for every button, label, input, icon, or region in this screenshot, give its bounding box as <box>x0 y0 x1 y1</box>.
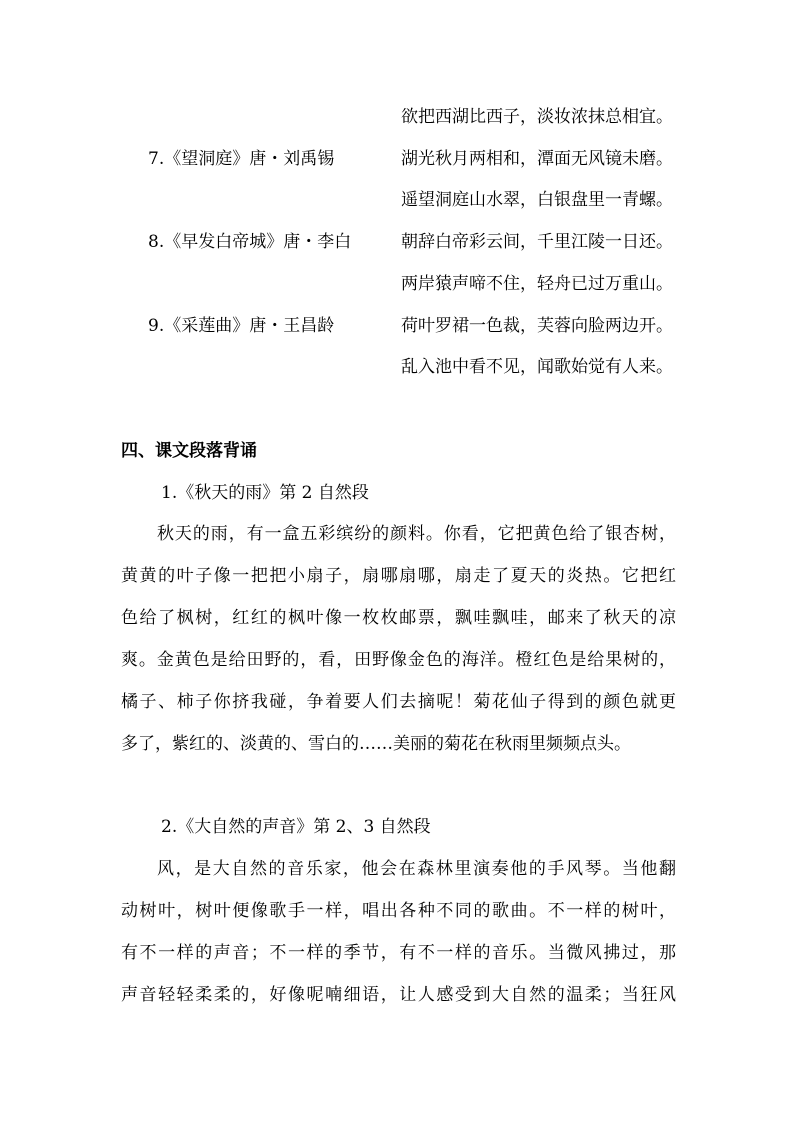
poem-line: 湖光秋月两相和，潭面无风镜未磨。 <box>401 149 673 169</box>
passage-line: 橘子、柿子你挤我碰，争着要人们去摘呢！菊花仙子得到的颜色就更 <box>121 692 676 712</box>
passage-title-qiutiandeyu: 1.《秋天的雨》第 2 自然段 <box>161 483 369 503</box>
passage-line: 动树叶，树叶便像歌手一样，唱出各种不同的歌曲。不一样的树叶， <box>121 901 676 921</box>
passage-line: 多了，紫红的、淡黄的、雪白的……美丽的菊花在秋雨里频频点头。 <box>121 734 631 754</box>
passage-title-daziranshengyin: 2.《大自然的声音》第 2、3 自然段 <box>161 817 431 837</box>
passage-line: 风，是大自然的音乐家，他会在森林里演奏他的手风琴。当他翻 <box>157 859 676 879</box>
poem-line: 朝辞白帝彩云间，千里江陵一日还。 <box>401 232 673 252</box>
passage-line: 有不一样的声音；不一样的季节，有不一样的音乐。当微风拂过，那 <box>121 943 676 963</box>
poem-line: 荷叶罗裙一色裁，芙蓉向脸两边开。 <box>401 316 673 336</box>
poem-title-wangdongting: 7.《望洞庭》唐・刘禹锡 <box>148 149 335 169</box>
passage-line: 声音轻轻柔柔的，好像呢喃细语，让人感受到大自然的温柔；当狂风 <box>121 985 676 1005</box>
poem-line: 两岸猿声啼不住，轻舟已过万重山。 <box>401 274 673 294</box>
poem-line: 遥望洞庭山水翠，白银盘里一青螺。 <box>401 190 673 210</box>
section-heading: 四、课文段落背诵 <box>121 441 257 461</box>
poem-title-zaofabaidicheng: 8.《早发白帝城》唐・李白 <box>148 232 352 252</box>
poem-line: 欲把西湖比西子，淡妆浓抹总相宜。 <box>401 107 673 127</box>
poem-title-cailianqu: 9.《采莲曲》唐・王昌龄 <box>148 316 335 336</box>
passage-line: 爽。金黄色是给田野的，看，田野像金色的海洋。橙红色是给果树的， <box>121 650 676 670</box>
poem-line: 乱入池中看不见，闻歌始觉有人来。 <box>401 357 673 377</box>
passage-line: 色给了枫树，红红的枫叶像一枚枚邮票，飘哇飘哇，邮来了秋天的凉 <box>121 608 676 628</box>
passage-line: 黄黄的叶子像一把把小扇子，扇哪扇哪，扇走了夏天的炎热。它把红 <box>121 566 676 586</box>
passage-line: 秋天的雨，有一盒五彩缤纷的颜料。你看，它把黄色给了银杏树， <box>157 524 676 544</box>
